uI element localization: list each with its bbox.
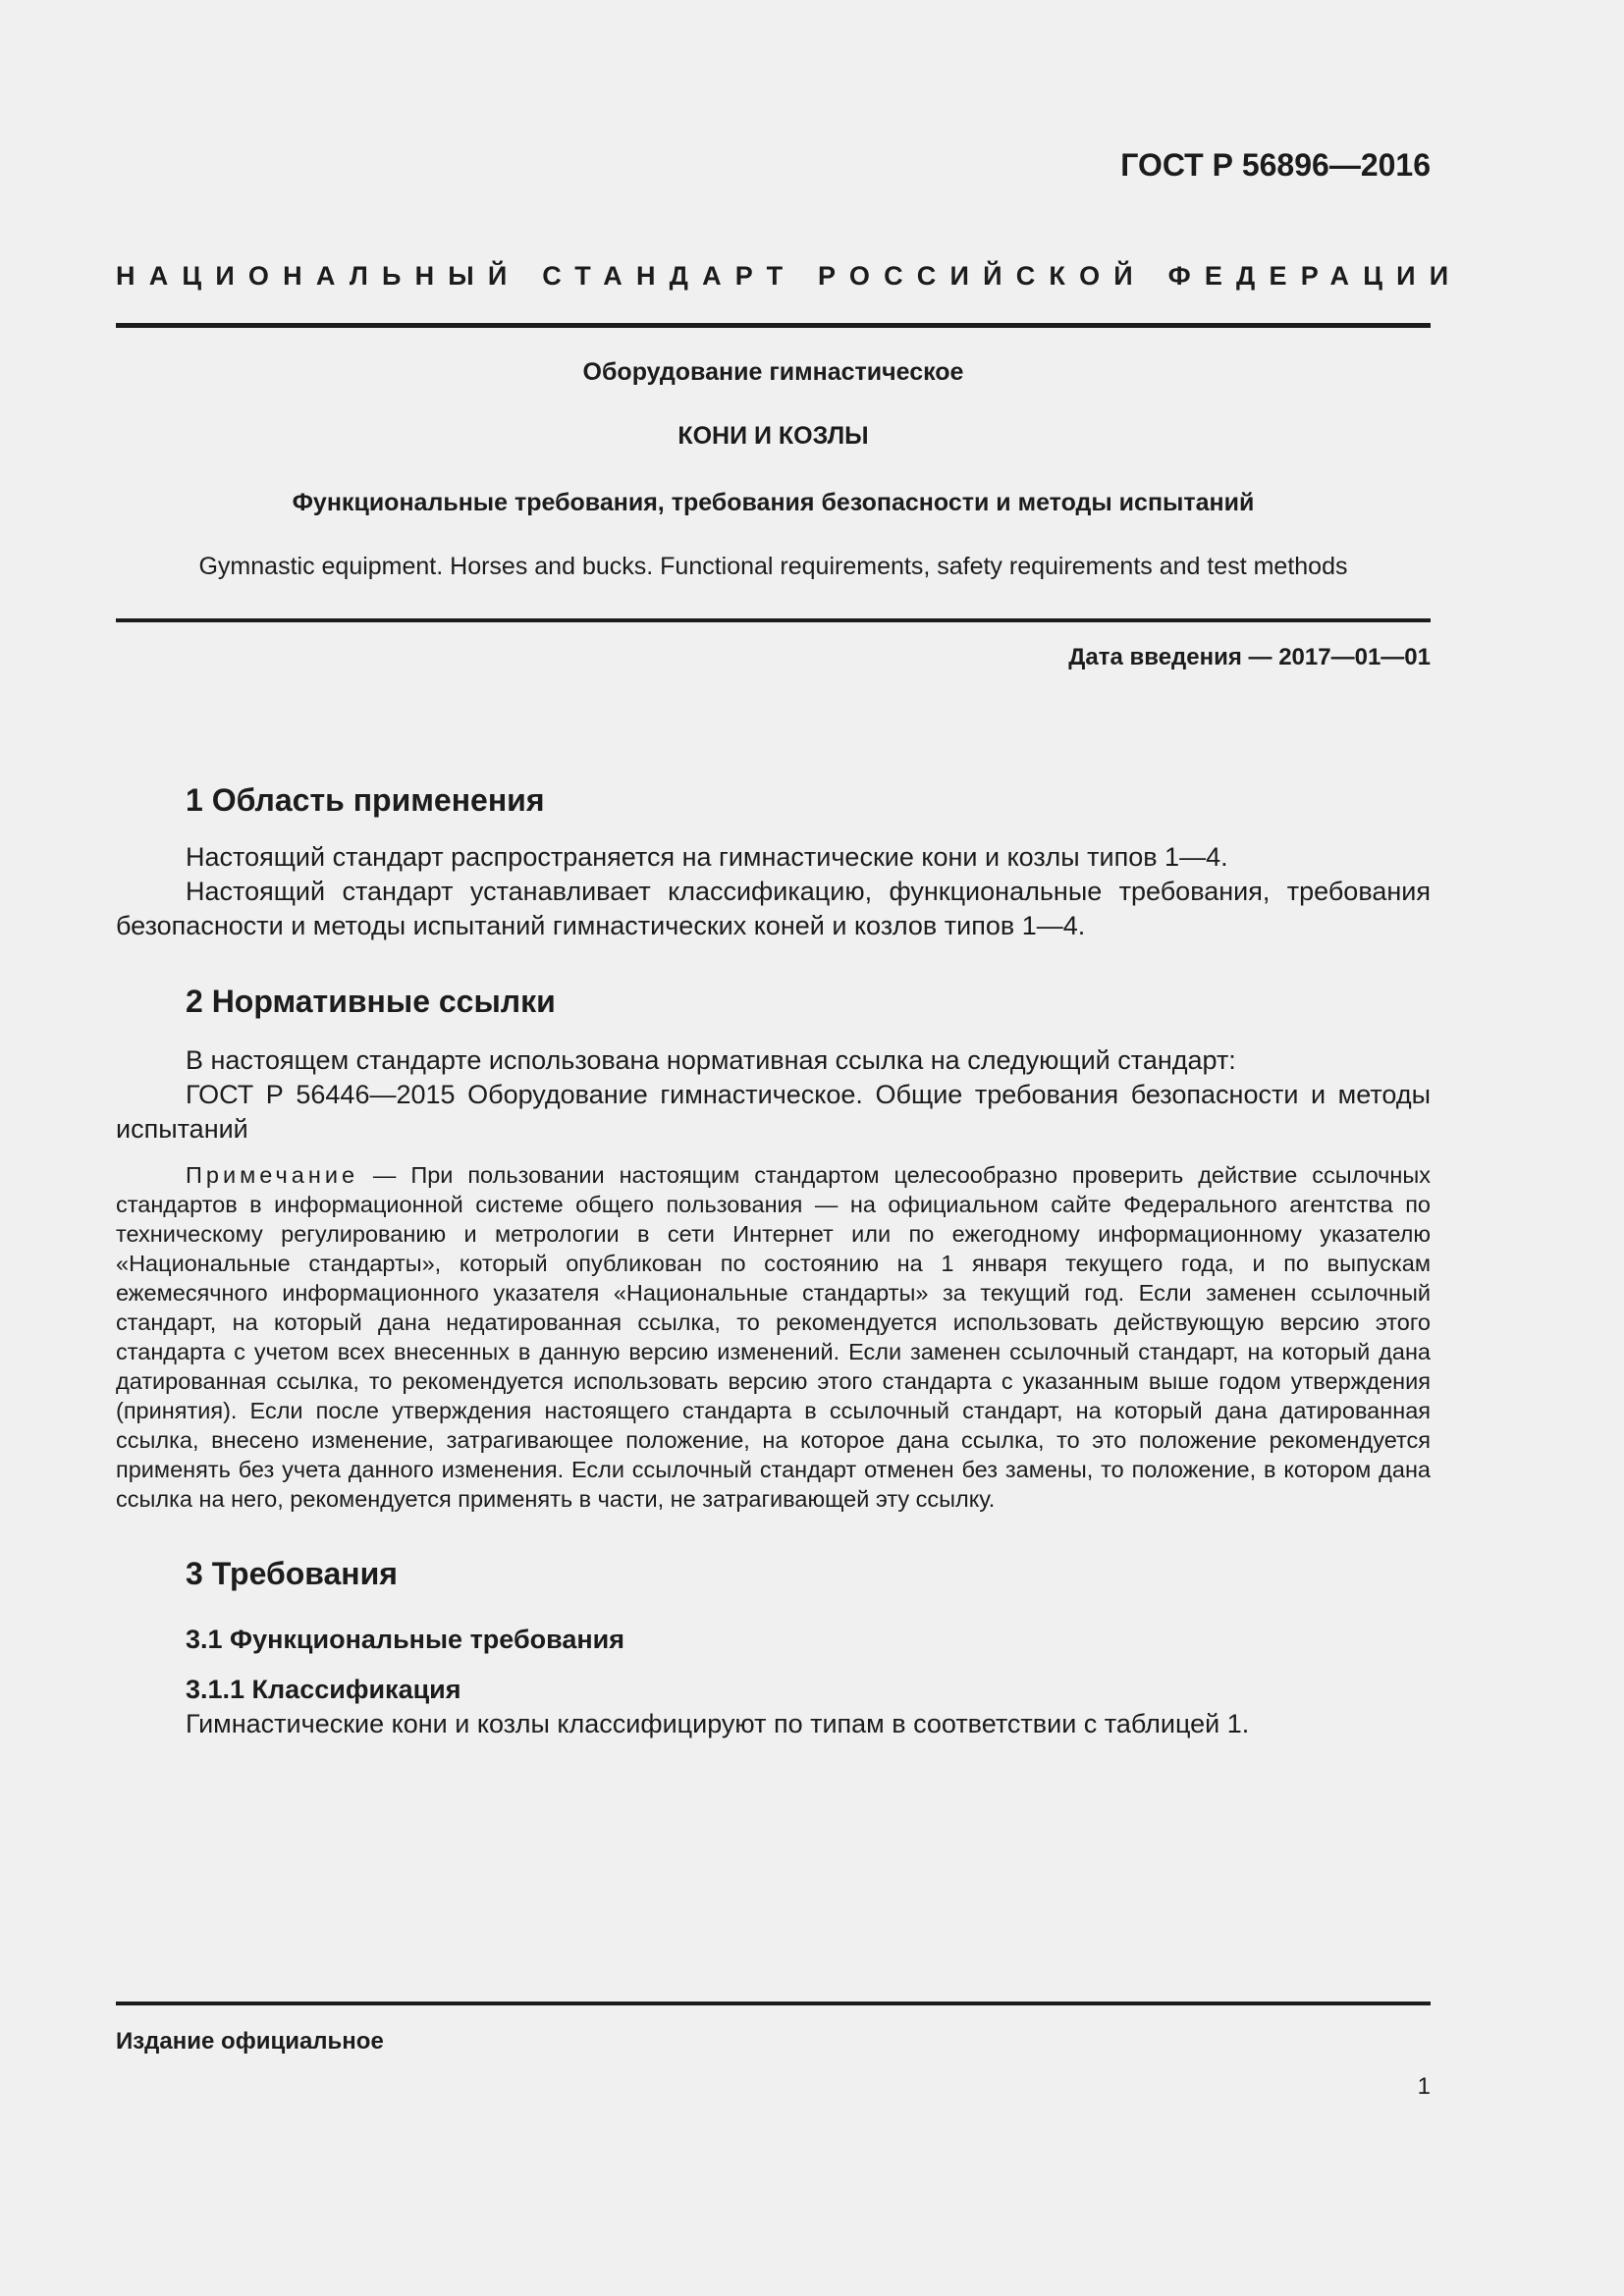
- note-text: — При пользовании настоящим стандартом целесообразно проверить действие ссылочных стандартов в информационной системе общего пользования — на официальном сайте Федерального агентства по техническому регулированию и метрологии в сети Интернет или по ежегодному информационному указателю «Национальные стандарты», который опубликован по состоянию на 1 января текущего года, и по выпускам ежемесячного информационного указателя «Национальные стандарты» за текущий год. Если заменен ссылочный стандарт, на который дана недатированная ссылка, то рекомендуется использовать действующую версию этого стандарта с учетом всех внесенных в данную версию изменений. Если заменен ссылочный стандарт, на который дана датированная ссылка, то рекомендуется использовать версию этого стандарта с указанным выше годом утверждения (принятия). Если после утверждения настоящего стандарта в ссылочный стандарт, на который дана датированная ссылка, внесено изменение, затрагивающее положение, на которое дана ссылка, то это положение рекомендуется применять без учета данного изменения. Если ссылочный стандарт отменен без замены, то положение, в котором дана ссылка на него, рекомендуется применять в части, не затрагивающей эту ссылку.: [116, 1162, 1431, 1512]
- section-3-paragraph-1: Гимнастические кони и козлы классифицируют по типам в соответствии с таблицей 1.: [186, 1709, 1250, 1738]
- section-2-paragraph-1: В настоящем стандарте использована нормативная ссылка на следующий стандарт:: [186, 1045, 1236, 1075]
- footer-divider: [116, 2002, 1431, 2005]
- note-label: Примечание: [186, 1162, 359, 1188]
- section-2-heading: 2 Нормативные ссылки: [186, 984, 556, 1019]
- section-1-paragraph-2: Настоящий стандарт устанавливает классификацию, функциональные требования, требования безопасности и методы испытаний гимнастических коней и козлов типов 1—4.: [116, 877, 1431, 940]
- section-3-heading: 3 Требования: [186, 1556, 398, 1591]
- page-number: 1: [1417, 2073, 1431, 2100]
- section-1-paragraph-1: Настоящий стандарт распространяется на гимнастические кони и козлы типов 1—4.: [186, 842, 1228, 872]
- top-divider: [116, 323, 1431, 328]
- normative-reference: ГОСТ Р 56446—2015 Оборудование гимнастическое. Общие требования безопасности и методы испытаний: [116, 1080, 1431, 1144]
- subsection-3-1-heading: 3.1 Функциональные требования: [186, 1625, 625, 1654]
- national-standard-banner: НАЦИОНАЛЬНЫЙ СТАНДАРТ РОССИЙСКОЙ ФЕДЕРАЦИИ: [116, 261, 1463, 291]
- title-divider: [116, 618, 1431, 622]
- equipment-category: Оборудование гимнастическое: [582, 358, 964, 386]
- document-subtitle: Функциональные требования, требования безопасности и методы испытаний: [292, 489, 1255, 516]
- document-title: КОНИ И КОЗЛЫ: [677, 422, 869, 450]
- section-1-heading: 1 Область применения: [186, 782, 545, 818]
- english-title: Gymnastic equipment. Horses and bucks. Functional requirements, safety requirements and test methods: [198, 553, 1348, 580]
- official-edition-label: Издание официальное: [116, 2028, 384, 2055]
- introduction-date: Дата введения — 2017—01—01: [1068, 644, 1431, 670]
- subsection-3-1-1-heading: 3.1.1 Классификация: [186, 1675, 461, 1704]
- note-paragraph: [116, 1160, 1431, 1514]
- document-code: ГОСТ Р 56896—2016: [1120, 147, 1431, 183]
